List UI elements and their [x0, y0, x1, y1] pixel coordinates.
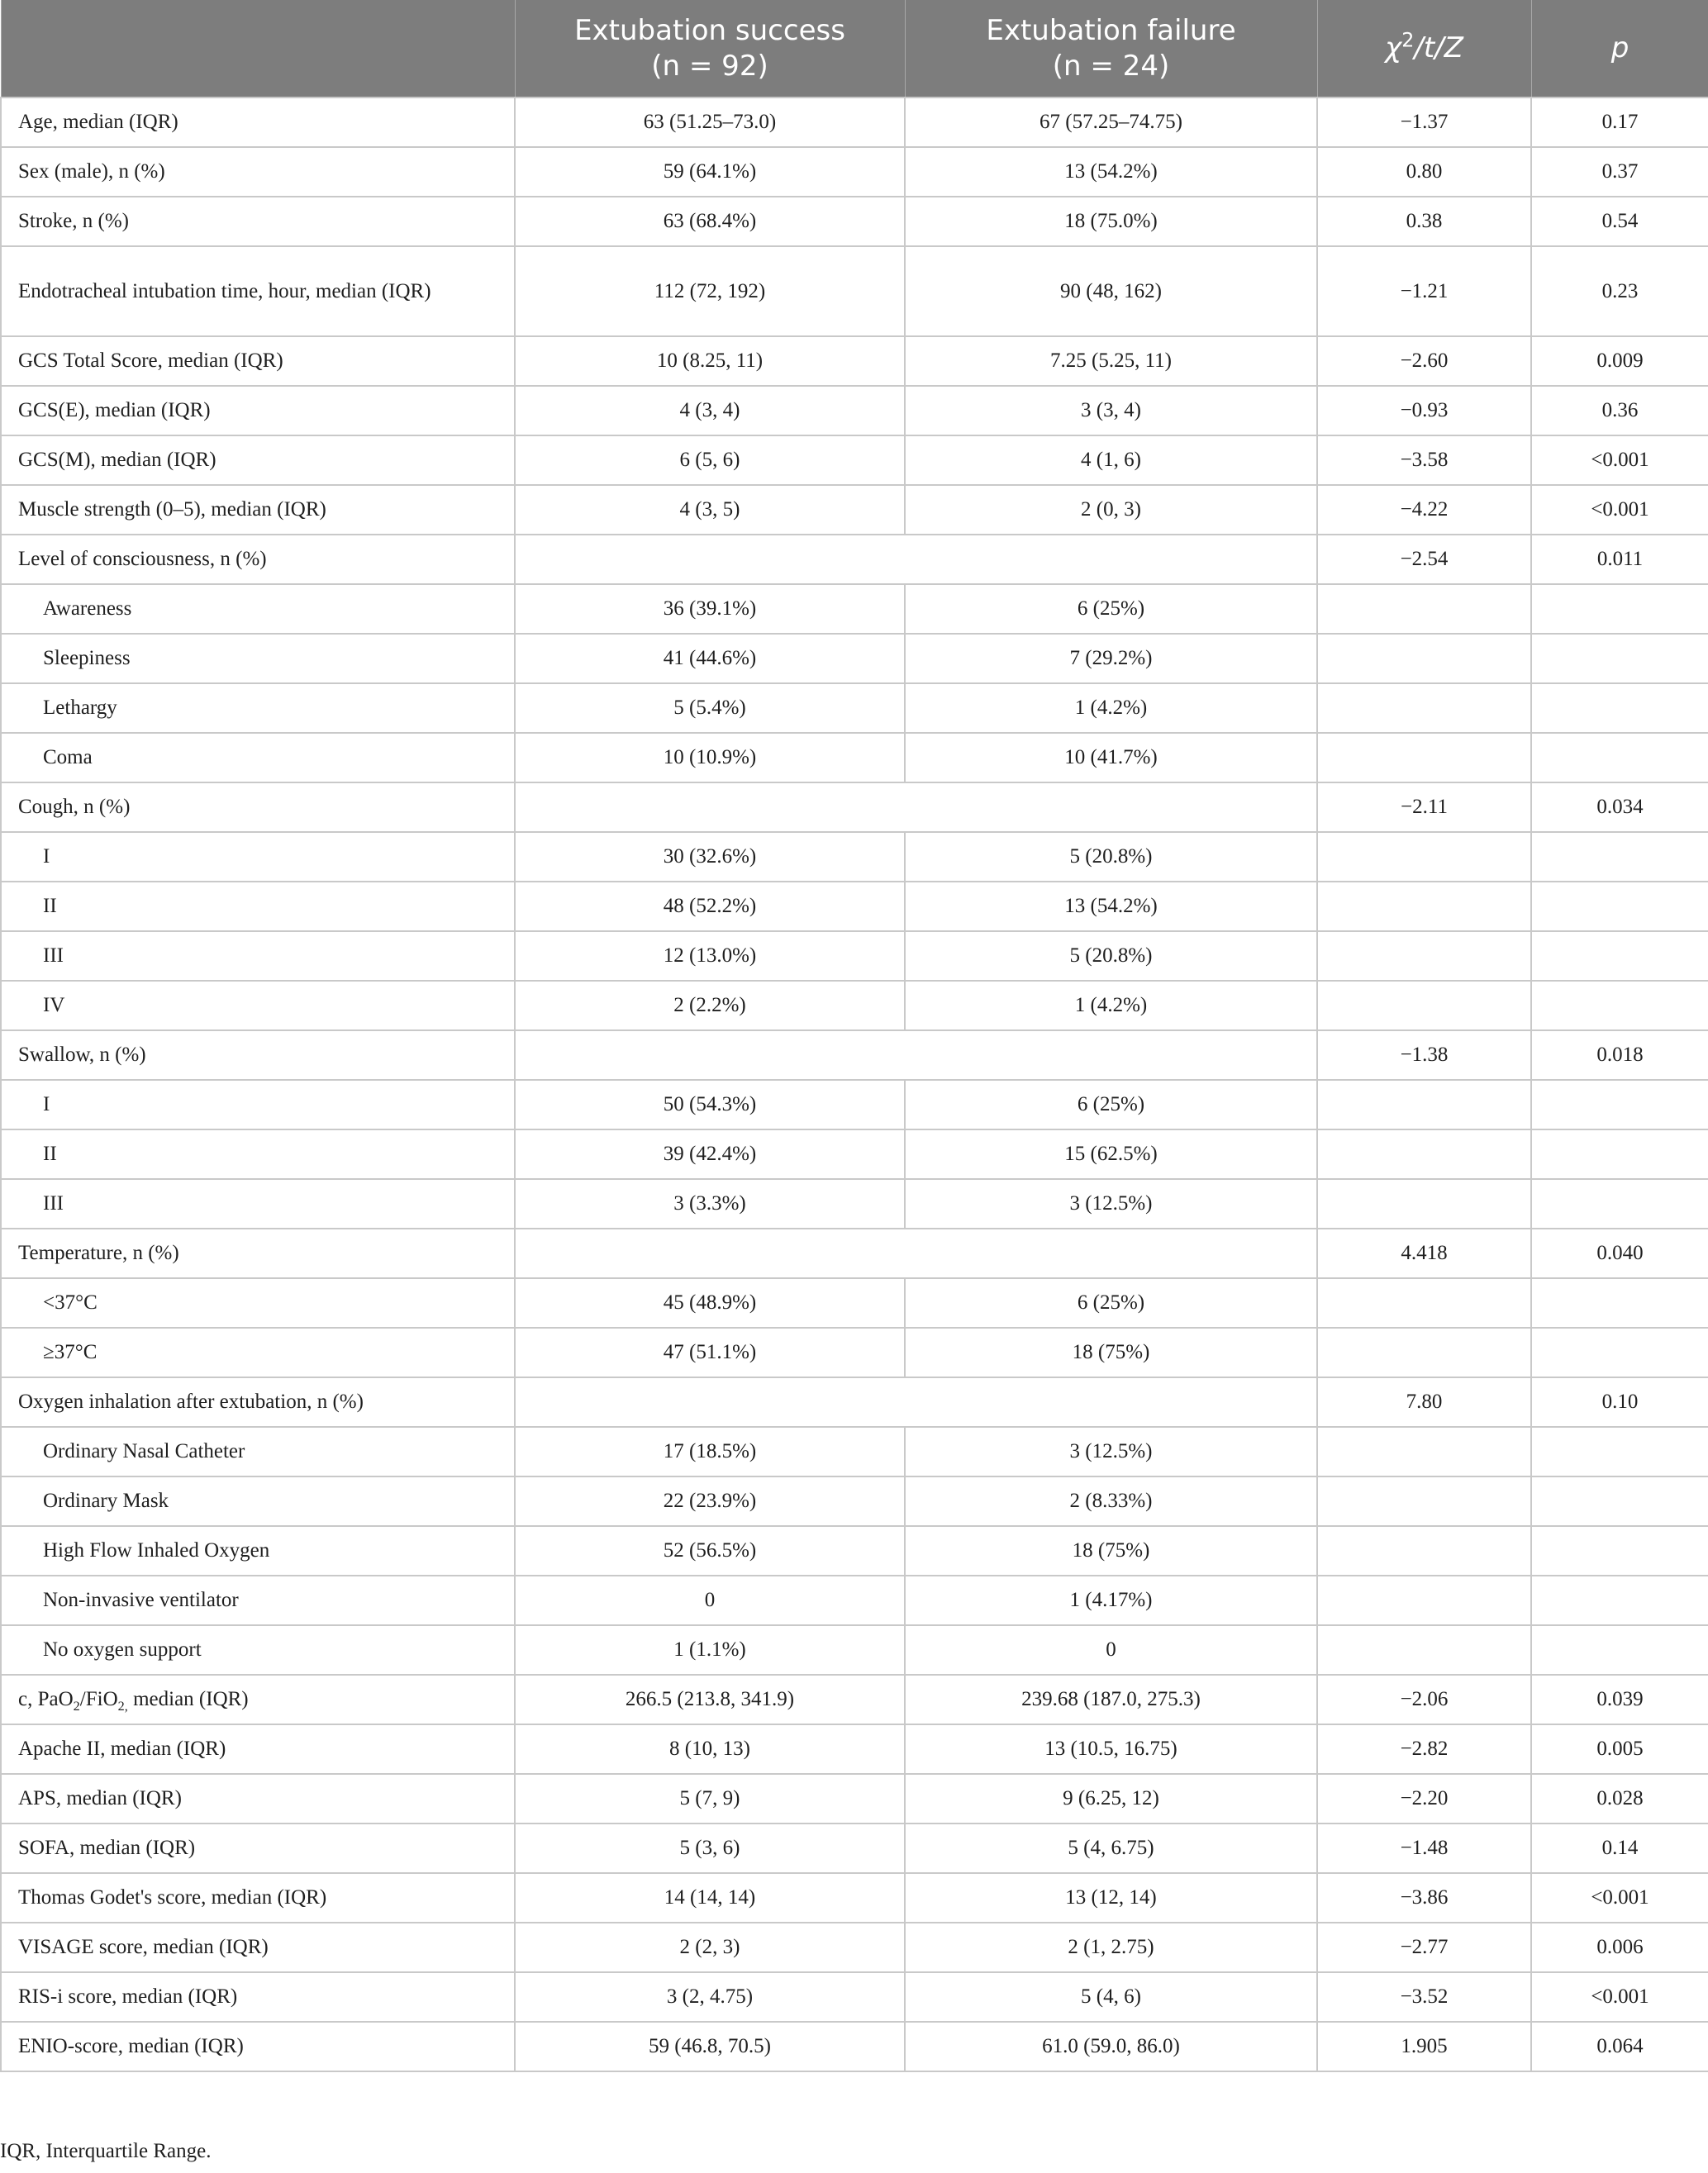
failure-value: 4 (1, 6) [905, 435, 1317, 485]
failure-value: 6 (25%) [905, 1080, 1317, 1129]
statistic-value [1317, 832, 1531, 882]
success-value: 2 (2.2%) [515, 981, 905, 1030]
row-label [1, 1675, 515, 1724]
failure-value: 6 (25%) [905, 1278, 1317, 1328]
p-value [1531, 1427, 1708, 1476]
statistic-value [1317, 1526, 1531, 1576]
table-row [1, 1526, 1708, 1576]
row-label-part: median (IQR) [127, 1688, 249, 1710]
statistic-value: −1.37 [1317, 97, 1531, 147]
success-value: 10 (10.9%) [515, 733, 905, 782]
row-label: ≥37°C [1, 1328, 515, 1377]
table-row [1, 1873, 1708, 1923]
p-value: 0.36 [1531, 386, 1708, 435]
table-row [1, 147, 1708, 197]
group-spacer [515, 535, 1317, 584]
table-row [1, 1576, 1708, 1625]
table-row [1, 584, 1708, 634]
table-group-row [1, 782, 1708, 832]
row-label: <37°C [1, 1278, 515, 1328]
table-row [1, 1328, 1708, 1377]
success-value: 30 (32.6%) [515, 832, 905, 882]
table-row [1, 931, 1708, 981]
failure-value: 2 (1, 2.75) [905, 1923, 1317, 1972]
p-value [1531, 1476, 1708, 1526]
header-success-title: Extubation success [574, 13, 845, 47]
p-value [1531, 1080, 1708, 1129]
header-success-n: (n = 92) [651, 49, 768, 83]
p-value [1531, 1625, 1708, 1675]
success-value: 59 (46.8, 70.5) [515, 2022, 905, 2071]
table-footnote: IQR, Interquartile Range. [0, 2140, 212, 2162]
row-label: Cough, n (%) [1, 782, 515, 832]
p-value [1531, 1129, 1708, 1179]
failure-value: 15 (62.5%) [905, 1129, 1317, 1179]
failure-value: 18 (75%) [905, 1328, 1317, 1377]
success-value: 63 (51.25–73.0) [515, 97, 905, 147]
header-failure-n: (n = 24) [1052, 49, 1170, 83]
table-row [1, 882, 1708, 931]
statistic-value [1317, 882, 1531, 931]
success-value: 39 (42.4%) [515, 1129, 905, 1179]
failure-value: 7.25 (5.25, 11) [905, 336, 1317, 386]
statistic-value [1317, 733, 1531, 782]
statistic-value: −3.86 [1317, 1873, 1531, 1923]
row-label: GCS(M), median (IQR) [1, 435, 515, 485]
failure-value: 61.0 (59.0, 86.0) [905, 2022, 1317, 2071]
header-stat-rest: /t/Z [1414, 31, 1463, 64]
p-value [1531, 1526, 1708, 1576]
header-row [1, 0, 1708, 97]
success-value: 6 (5, 6) [515, 435, 905, 485]
row-label: Coma [1, 733, 515, 782]
table-row [1, 485, 1708, 535]
statistic-value [1317, 1328, 1531, 1377]
failure-value: 13 (54.2%) [905, 882, 1317, 931]
p-value [1531, 882, 1708, 931]
statistic-value: 4.418 [1317, 1229, 1531, 1278]
failure-value: 5 (4, 6) [905, 1972, 1317, 2022]
statistic-value [1317, 1625, 1531, 1675]
p-value: 0.018 [1531, 1030, 1708, 1080]
header-failure-title: Extubation failure [986, 13, 1236, 47]
p-value [1531, 1576, 1708, 1625]
failure-value: 2 (0, 3) [905, 485, 1317, 535]
success-value: 10 (8.25, 11) [515, 336, 905, 386]
row-label: Non-invasive ventilator [1, 1576, 515, 1625]
table-row [1, 1675, 1708, 1724]
p-value: 0.034 [1531, 782, 1708, 832]
statistic-value: 0.38 [1317, 197, 1531, 246]
p-value: 0.064 [1531, 2022, 1708, 2071]
failure-value: 7 (29.2%) [905, 634, 1317, 683]
success-value: 47 (51.1%) [515, 1328, 905, 1377]
statistic-value: −3.52 [1317, 1972, 1531, 2022]
failure-value: 13 (12, 14) [905, 1873, 1317, 1923]
table-row [1, 981, 1708, 1030]
table-row [1, 733, 1708, 782]
row-label: III [1, 931, 515, 981]
p-value: 0.039 [1531, 1675, 1708, 1724]
statistic-value: −2.60 [1317, 336, 1531, 386]
row-label: Muscle strength (0–5), median (IQR) [1, 485, 515, 535]
table-group-row [1, 535, 1708, 584]
success-value: 5 (7, 9) [515, 1774, 905, 1824]
success-value: 1 (1.1%) [515, 1625, 905, 1675]
table-row [1, 683, 1708, 733]
table-row [1, 1427, 1708, 1476]
row-label: Thomas Godet's score, median (IQR) [1, 1873, 515, 1923]
success-value: 4 (3, 5) [515, 485, 905, 535]
failure-value: 9 (6.25, 12) [905, 1774, 1317, 1824]
success-value: 2 (2, 3) [515, 1923, 905, 1972]
failure-value: 239.68 (187.0, 275.3) [905, 1675, 1317, 1724]
p-value: 0.028 [1531, 1774, 1708, 1824]
header-blank [1, 0, 515, 97]
p-value: 0.54 [1531, 197, 1708, 246]
row-label: Swallow, n (%) [1, 1030, 515, 1080]
table-row [1, 1972, 1708, 2022]
p-value: <0.001 [1531, 1873, 1708, 1923]
success-value: 5 (3, 6) [515, 1824, 905, 1873]
row-label: Lethargy [1, 683, 515, 733]
statistic-value [1317, 1080, 1531, 1129]
header-extubation-success [515, 0, 905, 97]
success-value: 36 (39.1%) [515, 584, 905, 634]
failure-value: 6 (25%) [905, 584, 1317, 634]
row-label: GCS(E), median (IQR) [1, 386, 515, 435]
header-statistic [1317, 0, 1531, 97]
table-row [1, 634, 1708, 683]
row-label: Endotracheal intubation time, hour, median (IQR) [1, 246, 515, 336]
table-row [1, 832, 1708, 882]
row-label: Oxygen inhalation after extubation, n (%) [1, 1377, 515, 1427]
failure-value: 5 (20.8%) [905, 931, 1317, 981]
statistic-value: −1.21 [1317, 246, 1531, 336]
row-label: No oxygen support [1, 1625, 515, 1675]
statistic-value [1317, 1129, 1531, 1179]
row-label: SOFA, median (IQR) [1, 1824, 515, 1873]
row-label: Awareness [1, 584, 515, 634]
failure-value: 67 (57.25–74.75) [905, 97, 1317, 147]
statistic-value [1317, 981, 1531, 1030]
statistic-value: −2.54 [1317, 535, 1531, 584]
table-row [1, 1774, 1708, 1824]
p-value: <0.001 [1531, 485, 1708, 535]
table-group-row [1, 1229, 1708, 1278]
table-row [1, 2022, 1708, 2071]
failure-value: 18 (75.0%) [905, 197, 1317, 246]
header-stat-sup: 2 [1401, 28, 1415, 52]
table-body [1, 97, 1708, 2071]
p-value: 0.37 [1531, 147, 1708, 197]
statistic-value [1317, 1179, 1531, 1229]
row-label: Stroke, n (%) [1, 197, 515, 246]
table-row [1, 435, 1708, 485]
success-value: 52 (56.5%) [515, 1526, 905, 1576]
p-value: 0.040 [1531, 1229, 1708, 1278]
p-value [1531, 1328, 1708, 1377]
header-stat-chi: χ [1385, 31, 1402, 64]
table-row [1, 1476, 1708, 1526]
group-spacer [515, 782, 1317, 832]
group-spacer [515, 1229, 1317, 1278]
p-value: 0.005 [1531, 1724, 1708, 1774]
statistic-value [1317, 1427, 1531, 1476]
success-value: 4 (3, 4) [515, 386, 905, 435]
table-row [1, 386, 1708, 435]
statistic-value [1317, 1576, 1531, 1625]
statistic-value [1317, 1476, 1531, 1526]
table-row [1, 1179, 1708, 1229]
failure-value: 90 (48, 162) [905, 246, 1317, 336]
success-value: 3 (3.3%) [515, 1179, 905, 1229]
table-row [1, 1625, 1708, 1675]
header-extubation-failure [905, 0, 1317, 97]
row-label: VISAGE score, median (IQR) [1, 1923, 515, 1972]
row-label: Age, median (IQR) [1, 97, 515, 147]
statistic-value [1317, 683, 1531, 733]
table-row [1, 1724, 1708, 1774]
success-value: 22 (23.9%) [515, 1476, 905, 1526]
failure-value: 1 (4.17%) [905, 1576, 1317, 1625]
failure-value: 13 (54.2%) [905, 147, 1317, 197]
statistic-value: −4.22 [1317, 485, 1531, 535]
p-value [1531, 733, 1708, 782]
statistic-value: −2.82 [1317, 1724, 1531, 1774]
p-value [1531, 931, 1708, 981]
statistic-value: −0.93 [1317, 386, 1531, 435]
table-row [1, 1923, 1708, 1972]
row-label: III [1, 1179, 515, 1229]
row-label: RIS-i score, median (IQR) [1, 1972, 515, 2022]
row-label: Sleepiness [1, 634, 515, 683]
statistic-value: −2.20 [1317, 1774, 1531, 1824]
table-row [1, 246, 1708, 336]
table-row [1, 1080, 1708, 1129]
success-value: 14 (14, 14) [515, 1873, 905, 1923]
p-value: 0.006 [1531, 1923, 1708, 1972]
p-value: 0.14 [1531, 1824, 1708, 1873]
p-value [1531, 1278, 1708, 1328]
p-value: 0.23 [1531, 246, 1708, 336]
group-spacer [515, 1030, 1317, 1080]
row-label: APS, median (IQR) [1, 1774, 515, 1824]
failure-value: 5 (20.8%) [905, 832, 1317, 882]
table-row [1, 336, 1708, 386]
table-row [1, 97, 1708, 147]
statistic-value: −1.48 [1317, 1824, 1531, 1873]
row-label: IV [1, 981, 515, 1030]
failure-value: 18 (75%) [905, 1526, 1317, 1576]
success-value: 5 (5.4%) [515, 683, 905, 733]
statistic-value [1317, 584, 1531, 634]
header-p-value [1531, 0, 1708, 97]
statistic-value [1317, 931, 1531, 981]
row-label-part: c, PaO [18, 1688, 74, 1710]
statistic-value: −2.11 [1317, 782, 1531, 832]
failure-value: 1 (4.2%) [905, 683, 1317, 733]
row-label: Sex (male), n (%) [1, 147, 515, 197]
failure-value: 5 (4, 6.75) [905, 1824, 1317, 1873]
p-value: 0.011 [1531, 535, 1708, 584]
header-p-label: p [1610, 31, 1629, 64]
statistic-value: −2.06 [1317, 1675, 1531, 1724]
failure-value: 2 (8.33%) [905, 1476, 1317, 1526]
success-value: 3 (2, 4.75) [515, 1972, 905, 2022]
row-label: II [1, 1129, 515, 1179]
row-label: Ordinary Nasal Catheter [1, 1427, 515, 1476]
statistic-value: 0.80 [1317, 147, 1531, 197]
row-label: Apache II, median (IQR) [1, 1724, 515, 1774]
p-value [1531, 981, 1708, 1030]
table-row [1, 197, 1708, 246]
success-value: 8 (10, 13) [515, 1724, 905, 1774]
statistic-value [1317, 634, 1531, 683]
p-value [1531, 832, 1708, 882]
table-row [1, 1278, 1708, 1328]
row-label-subscript: 2 [73, 1699, 80, 1714]
p-value: <0.001 [1531, 1972, 1708, 2022]
statistic-value: −2.77 [1317, 1923, 1531, 1972]
failure-value: 1 (4.2%) [905, 981, 1317, 1030]
statistic-value [1317, 1278, 1531, 1328]
row-label: II [1, 882, 515, 931]
p-value: <0.001 [1531, 435, 1708, 485]
statistic-value: −3.58 [1317, 435, 1531, 485]
failure-value: 10 (41.7%) [905, 733, 1317, 782]
success-value: 48 (52.2%) [515, 882, 905, 931]
p-value: 0.009 [1531, 336, 1708, 386]
success-value: 63 (68.4%) [515, 197, 905, 246]
statistic-value: 1.905 [1317, 2022, 1531, 2071]
group-spacer [515, 1377, 1317, 1427]
failure-value: 3 (3, 4) [905, 386, 1317, 435]
p-value [1531, 1179, 1708, 1229]
success-value: 112 (72, 192) [515, 246, 905, 336]
statistic-value: −1.38 [1317, 1030, 1531, 1080]
p-value [1531, 634, 1708, 683]
failure-value: 3 (12.5%) [905, 1179, 1317, 1229]
row-label-subscript: 2, [117, 1699, 128, 1714]
failure-value: 13 (10.5, 16.75) [905, 1724, 1317, 1774]
success-value: 12 (13.0%) [515, 931, 905, 981]
success-value: 17 (18.5%) [515, 1427, 905, 1476]
success-value: 50 (54.3%) [515, 1080, 905, 1129]
row-label: Ordinary Mask [1, 1476, 515, 1526]
success-value: 41 (44.6%) [515, 634, 905, 683]
row-label-part: /FiO [79, 1688, 118, 1710]
success-value: 0 [515, 1576, 905, 1625]
success-value: 45 (48.9%) [515, 1278, 905, 1328]
row-label: GCS Total Score, median (IQR) [1, 336, 515, 386]
row-label: I [1, 832, 515, 882]
success-value: 266.5 (213.8, 341.9) [515, 1675, 905, 1724]
p-value [1531, 584, 1708, 634]
failure-value: 3 (12.5%) [905, 1427, 1317, 1476]
p-value: 0.10 [1531, 1377, 1708, 1427]
row-label: Level of consciousness, n (%) [1, 535, 515, 584]
row-label: Temperature, n (%) [1, 1229, 515, 1278]
p-value: 0.17 [1531, 97, 1708, 147]
failure-value: 0 [905, 1625, 1317, 1675]
table-row [1, 1129, 1708, 1179]
row-label: High Flow Inhaled Oxygen [1, 1526, 515, 1576]
row-label: ENIO-score, median (IQR) [1, 2022, 515, 2071]
table-group-row [1, 1030, 1708, 1080]
p-value [1531, 683, 1708, 733]
statistic-value: 7.80 [1317, 1377, 1531, 1427]
table-row [1, 1824, 1708, 1873]
success-value: 59 (64.1%) [515, 147, 905, 197]
table-group-row [1, 1377, 1708, 1427]
row-label: I [1, 1080, 515, 1129]
